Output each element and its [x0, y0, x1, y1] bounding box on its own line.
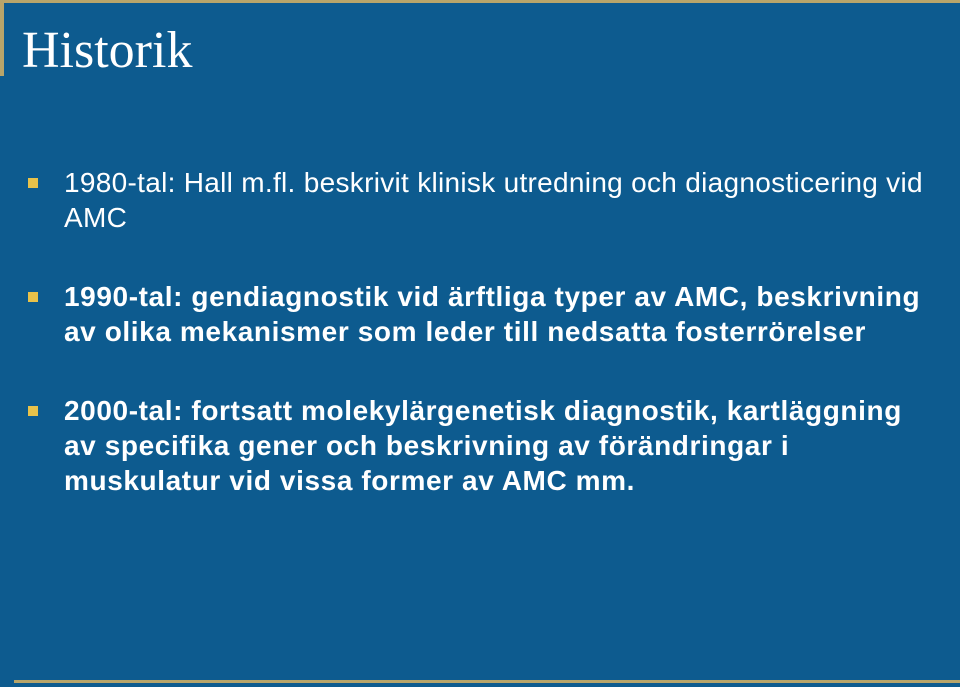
- bullet-item-1990: [28, 279, 928, 349]
- frame-left-line: [0, 0, 4, 76]
- frame-top-line: [0, 0, 960, 3]
- bullet-text-1990: 1990-tal: gendiagnostik vid ärftliga typer av AMC, beskrivning av olika mekanismer som leder till nedsatta fosterrörelser: [64, 281, 921, 347]
- frame-bottom-line: [14, 680, 960, 683]
- square-bullet-icon: [28, 292, 38, 302]
- bullet-item-2000: [28, 393, 928, 498]
- square-bullet-icon: [28, 406, 38, 416]
- square-bullet-icon: [28, 178, 38, 188]
- bullet-list: [28, 165, 928, 498]
- bullet-item-1980: [28, 165, 928, 235]
- bullet-text-1980: 1980-tal: Hall m.fl. beskrivit klinisk utredning och diagnosticering vid AMC: [64, 167, 923, 233]
- bullet-text-2000: 2000-tal: fortsatt molekylärgenetisk diagnostik, kartläggning av specifika gener och beskrivning av förändringar i muskulatur vid vissa former av AMC mm.: [64, 395, 902, 496]
- slide-title: Historik: [22, 22, 193, 79]
